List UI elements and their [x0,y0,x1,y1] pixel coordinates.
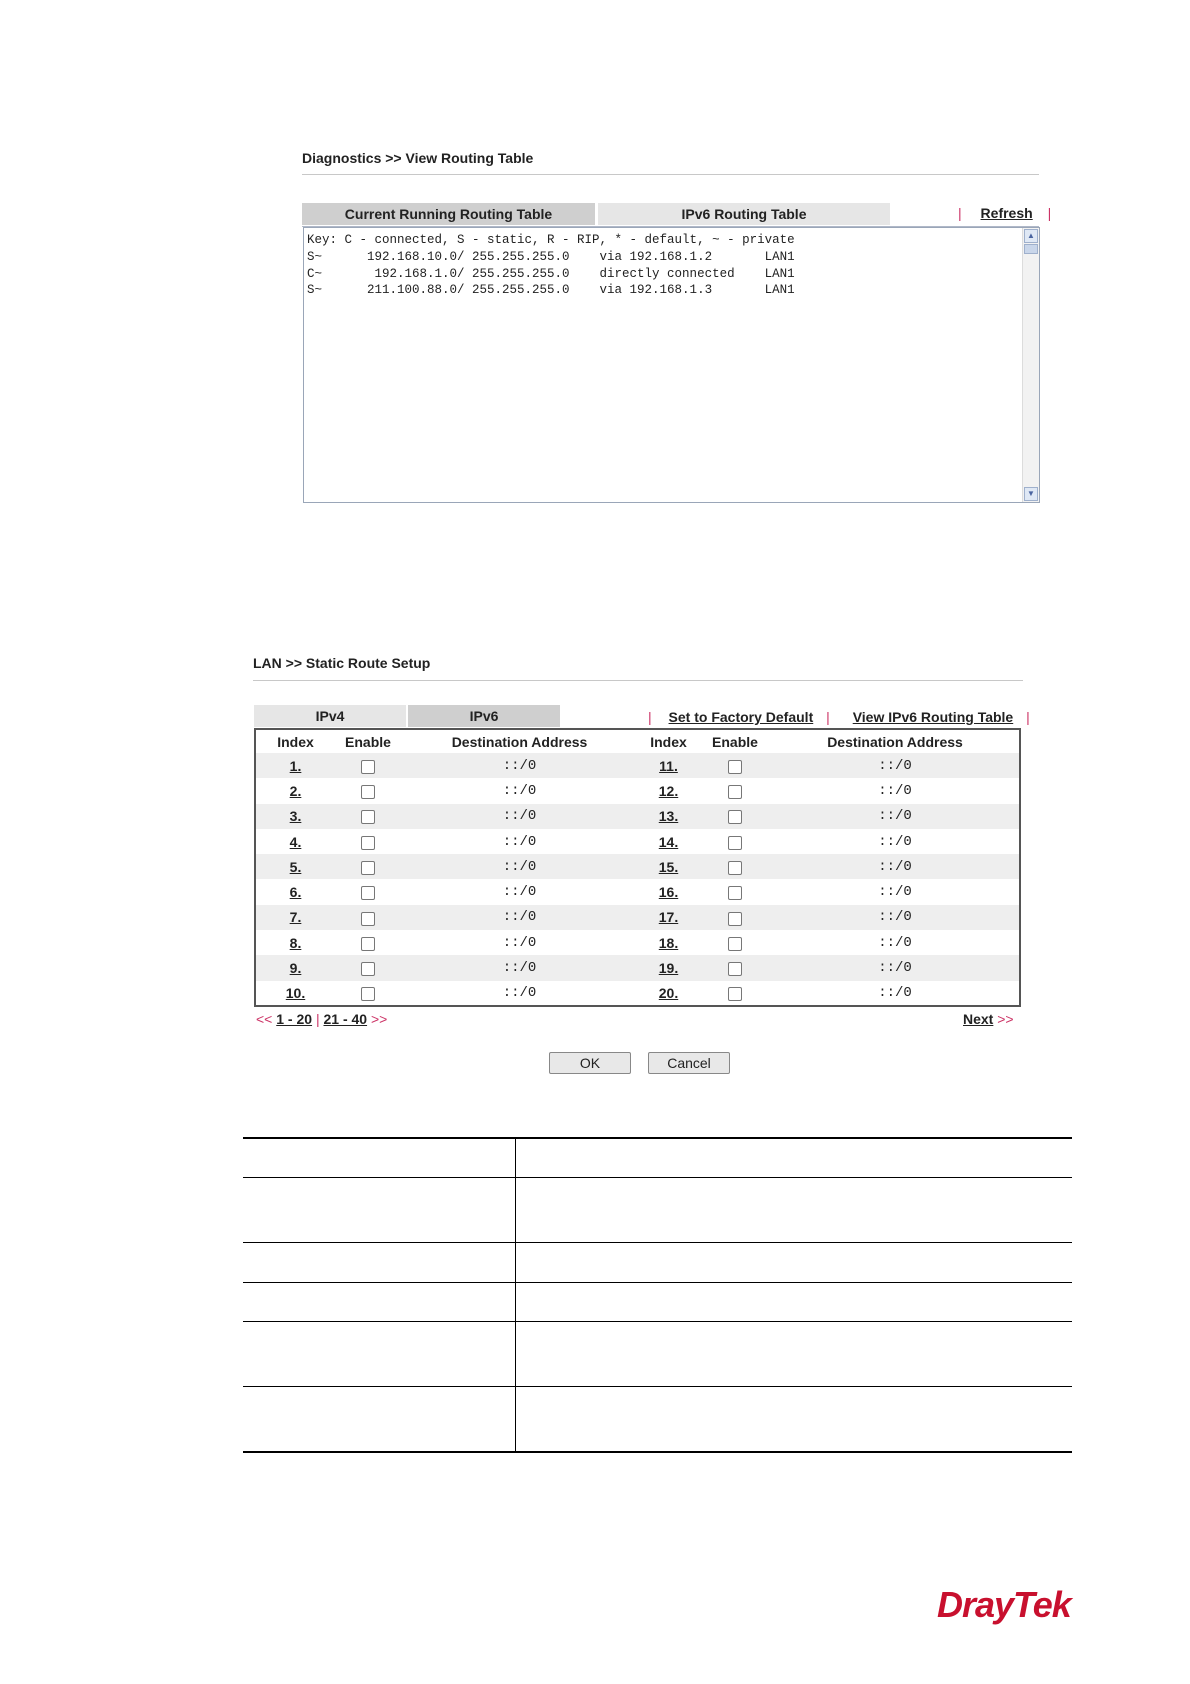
next-page [963,1011,1014,1027]
next-arrow: >> [997,1011,1014,1027]
destination-address: ::/0 [771,955,1019,980]
enable-checkbox[interactable] [728,987,742,1001]
divider [302,174,1039,175]
pagination [256,1011,387,1027]
scroll-thumb[interactable] [1024,244,1038,254]
scroll-down-icon[interactable]: ▼ [1024,487,1038,501]
route-index-link[interactable]: 7. [289,909,302,926]
col-destination: Destination Address [451,733,588,750]
route-index-link[interactable]: 18. [658,934,679,951]
destination-address: ::/0 [401,753,638,778]
enable-checkbox[interactable] [728,760,742,774]
destination-address: ::/0 [771,804,1019,829]
destination-address: ::/0 [878,985,912,1002]
destination-address: ::/0 [878,884,912,901]
destination-address: ::/0 [401,854,638,879]
enable-checkbox[interactable] [728,810,742,824]
enable-checkbox[interactable] [728,861,742,875]
tab-ipv6-routing-table[interactable]: IPv6 Routing Table [598,203,890,225]
enable-checkbox[interactable] [361,785,375,799]
set-factory-default-link[interactable]: Set to Factory Default [668,709,814,725]
table-row [256,829,1019,854]
separator: | [958,205,962,221]
enable-checkbox[interactable] [728,962,742,976]
table-row [256,778,1019,803]
destination-address: ::/0 [502,985,537,1002]
col-index: Index [650,733,687,750]
destination-address: ::/0 [502,884,537,901]
destination-address: ::/0 [502,833,537,850]
route-index-link[interactable]: 11. [659,757,678,774]
route-index-link[interactable]: 8. [289,934,302,951]
table-row [256,753,1019,778]
enable-checkbox[interactable] [361,760,375,774]
col-index: Index [277,733,314,750]
enable-checkbox[interactable] [361,937,375,951]
destination-address: ::/0 [502,782,537,799]
enable-checkbox[interactable] [728,785,742,799]
page-1-20-link[interactable]: 1 - 20 [276,1011,313,1027]
destination-address: ::/0 [502,934,537,951]
route-index-link[interactable]: 3. [289,808,302,825]
divider [253,680,1023,681]
next-link[interactable]: Next [963,1011,994,1027]
table-row [256,955,1019,980]
separator: | [826,709,830,725]
vertical-scrollbar[interactable] [1022,228,1039,502]
routing-table-text: Key: C - connected, S - static, R - RIP, * - default, ~ - private S~ 192.168.10.0/ 255.255.255.0 via 192.168.1.2 LAN1 C~ 192.168.1.0/ 255.255.255.0 directly connected LAN1 S~ 211.100.88.0/ 255.255.255.0 via 192.168.1.3 LAN1 [307,233,795,298]
table-row [256,930,1019,955]
cancel-button[interactable]: Cancel [648,1052,730,1074]
ok-button[interactable]: OK [549,1052,631,1074]
table-row [256,804,1019,829]
route-index-link[interactable]: 20. [658,985,679,1002]
route-index-link[interactable]: 14. [658,833,679,850]
destination-address: ::/0 [771,854,1019,879]
route-index-link[interactable]: 13. [658,808,679,825]
col-destination: Destination Address [827,733,963,750]
route-index-link[interactable]: 9. [289,960,302,977]
tab-ipv4[interactable]: IPv4 [254,705,406,727]
enable-checkbox[interactable] [361,987,375,1001]
table-rule [243,1451,1072,1453]
destination-address: ::/0 [771,905,1019,930]
static-route-breadcrumb: LAN >> Static Route Setup [253,655,431,671]
table-rule [243,1321,1072,1322]
scroll-up-icon[interactable]: ▲ [1024,229,1038,243]
route-index-link[interactable]: 15. [658,858,679,875]
route-index-link[interactable]: 6. [289,884,302,901]
table-rule [243,1242,1072,1243]
route-index-link[interactable]: 17. [658,909,679,926]
table-rule [243,1137,1072,1139]
route-index-link[interactable]: 19. [658,960,679,977]
table-column-divider [515,1137,516,1453]
enable-checkbox[interactable] [728,886,742,900]
refresh-group [958,205,1051,223]
table-row [256,879,1019,904]
view-ipv6-routing-table-link[interactable]: View IPv6 Routing Table [852,709,1014,725]
separator: | [315,1011,320,1027]
separator: | [648,709,652,725]
destination-address: ::/0 [401,804,638,829]
route-index-link[interactable]: 1. [289,757,302,774]
page-21-40-link[interactable]: 21 - 40 [323,1011,368,1027]
destination-address: ::/0 [878,782,912,799]
route-index-link[interactable]: 2. [289,782,302,799]
enable-checkbox[interactable] [728,937,742,951]
route-index-link[interactable]: 10. [285,985,306,1002]
tab-current-routing-table[interactable]: Current Running Routing Table [302,203,595,225]
table-row [256,905,1019,930]
enable-checkbox[interactable] [361,962,375,976]
route-index-link[interactable]: 4. [289,833,302,850]
static-route-table [254,728,1021,1007]
enable-checkbox[interactable] [361,810,375,824]
destination-address: ::/0 [401,955,638,980]
route-index-link[interactable]: 5. [289,858,302,875]
tab-ipv6[interactable]: IPv6 [408,705,560,727]
table-row [256,981,1019,1006]
destination-address: ::/0 [878,934,912,951]
route-index-link[interactable]: 16. [658,884,679,901]
table-rule [243,1386,1072,1387]
table-row [256,854,1019,879]
destination-address: ::/0 [878,833,912,850]
top-links [648,709,1030,727]
enable-checkbox[interactable] [361,836,375,850]
prev-arrow: << [256,1011,273,1027]
route-index-link[interactable]: 12. [658,782,679,799]
table-rule [243,1282,1072,1283]
enable-checkbox[interactable] [361,912,375,926]
enable-checkbox[interactable] [361,886,375,900]
enable-checkbox[interactable] [728,912,742,926]
separator: | [1026,709,1030,725]
col-enable: Enable [345,733,391,750]
separator: | [1047,205,1052,221]
next-arrow: >> [370,1011,388,1027]
destination-address: ::/0 [771,753,1019,778]
destination-address: ::/0 [401,905,638,930]
table-header [256,730,1019,753]
refresh-link[interactable]: Refresh [980,205,1033,221]
diagnostics-breadcrumb: Diagnostics >> View Routing Table [302,150,534,166]
table-rule [243,1177,1072,1178]
enable-checkbox[interactable] [728,836,742,850]
draytek-logo: DrayTek [937,1584,1071,1625]
routing-table-textarea[interactable] [303,227,1040,503]
col-enable: Enable [712,733,758,750]
enable-checkbox[interactable] [361,861,375,875]
